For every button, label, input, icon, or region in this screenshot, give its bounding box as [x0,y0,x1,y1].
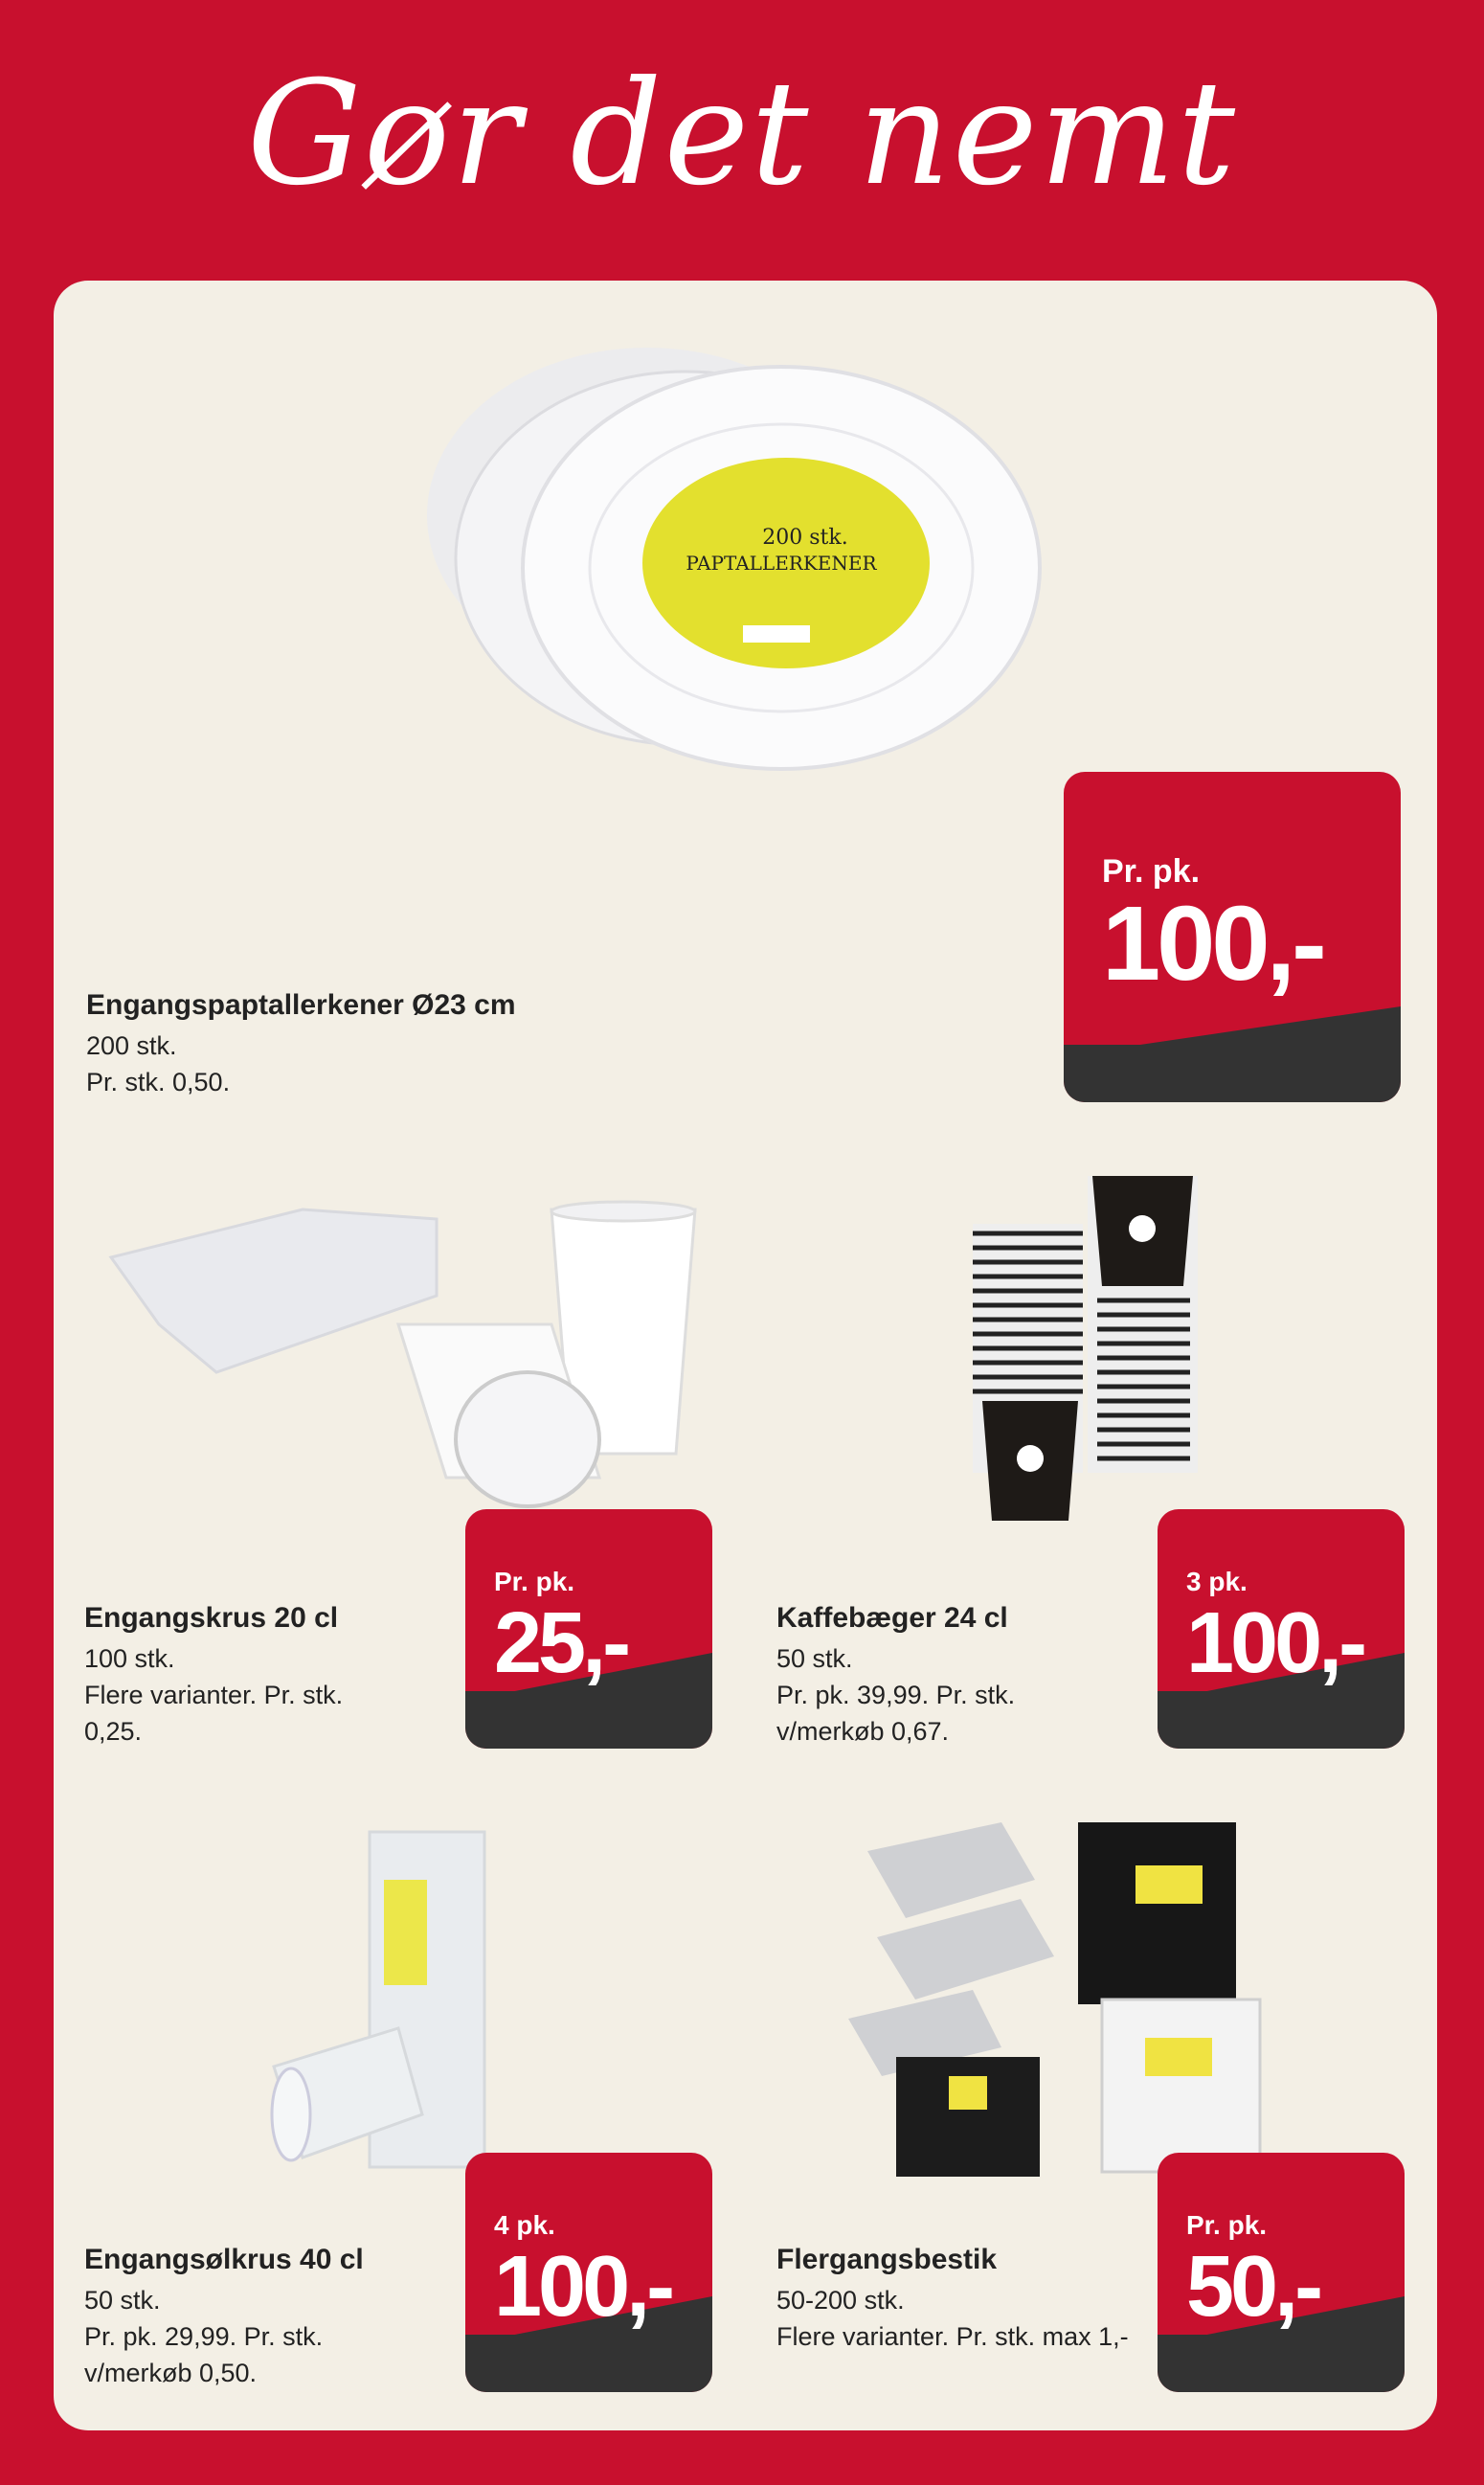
price-badge-plates [1064,772,1401,1102]
price-label: Pr. pk. [1102,853,1201,890]
price-amount: 100,- [494,2239,672,2335]
price-label: Pr. pk. [1186,2210,1268,2240]
product-info-beer-cups [84,2244,410,2391]
price-amount: 100,- [1102,885,1323,1003]
coffee-cups-image [968,1171,1207,1535]
product-detail: 50 stk. [84,2286,161,2315]
product-name: Engangskrus 20 cl [84,1602,339,1634]
price-badge-beer-cups [465,2153,712,2392]
product-name: Kaffebæger 24 cl [776,1602,1008,1634]
beer-cups-image [264,1827,513,2172]
page-title: Gør det nemt [246,51,1238,217]
cutlery-image [829,1813,1384,2186]
product-unit-price: Flere varianter. Pr. stk. 0,25. [84,1681,344,1746]
product-name: Engangsølkrus 40 cl [84,2244,364,2275]
product-detail: 200 stk. [86,1031,177,1060]
paper-plates-image [398,324,1107,812]
product-name: Engangspaptallerkener Ø23 cm [86,989,516,1021]
product-detail: 100 stk. [84,1644,175,1673]
price-label: 4 pk. [494,2210,555,2240]
product-unit-price: Pr. pk. 39,99. Pr. stk. v/merkøb 0,67. [776,1681,1016,1746]
product-unit-price: Pr. pk. 29,99. Pr. stk. v/merkøb 0,50. [84,2322,324,2387]
product-info-plates [86,989,661,1100]
product-unit-price: Flere varianter. Pr. stk. max 1,- [776,2322,1129,2351]
product-detail: 50 stk. [776,1644,853,1673]
price-amount: 50,- [1186,2239,1320,2335]
offers-panel [54,281,1437,2430]
product-info-cutlery [776,2244,1131,2355]
product-detail: 50-200 stk. [776,2286,905,2315]
product-info-cups [84,1602,400,1750]
price-amount: 25,- [494,1595,628,1691]
plate-label-name: PAPTALLERKENER [686,552,877,575]
product-info-coffee-cups [776,1602,1064,1750]
price-badge-cutlery [1158,2153,1405,2392]
product-unit-price: Pr. stk. 0,50. [86,1068,231,1096]
product-name: Flergangsbestik [776,2244,998,2275]
price-amount: 100,- [1186,1595,1364,1691]
price-label: Pr. pk. [494,1567,575,1596]
price-label: 3 pk. [1186,1567,1248,1596]
plate-label-count: 200 stk. [762,526,848,550]
price-badge-coffee-cups [1158,1509,1405,1749]
disposable-cups-image [101,1200,733,1516]
price-badge-cups [465,1509,712,1749]
